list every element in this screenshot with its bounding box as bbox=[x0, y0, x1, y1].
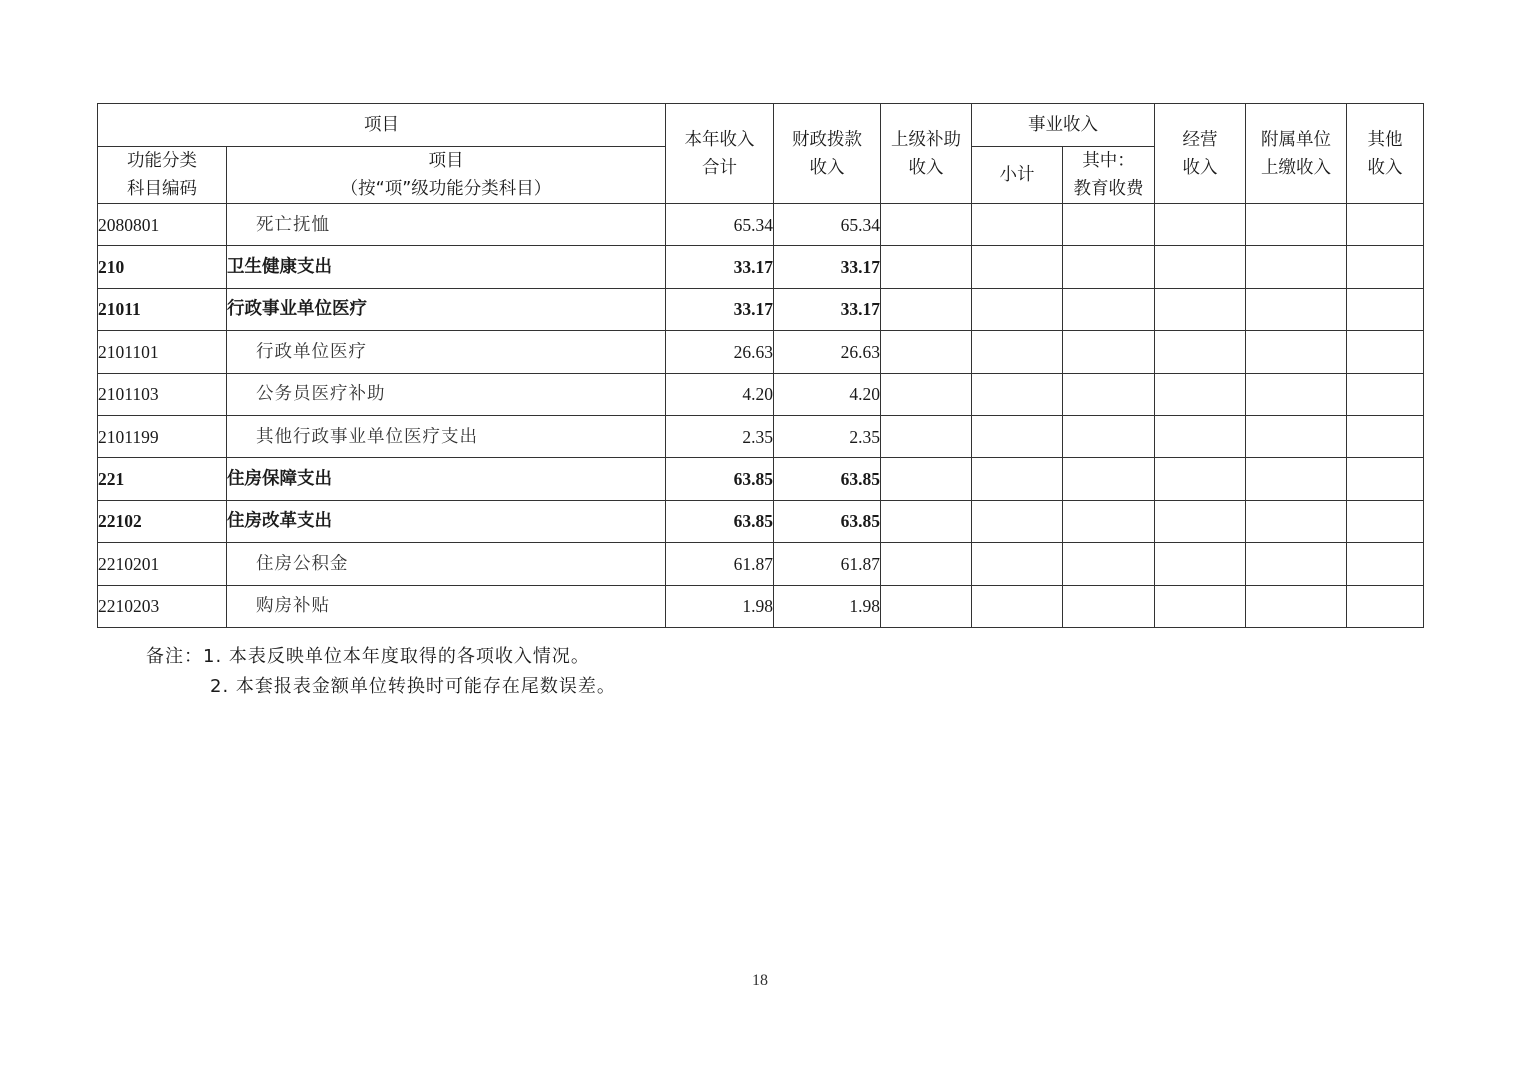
cell-item-name: 行政事业单位医疗 bbox=[227, 288, 666, 330]
cell-affiliated-income bbox=[1246, 246, 1347, 288]
header-code-line2: 科目编码 bbox=[127, 179, 197, 199]
cell-business-subtotal bbox=[972, 543, 1063, 585]
cell-total-income: 63.85 bbox=[666, 458, 774, 500]
cell-affiliated-income bbox=[1246, 585, 1347, 627]
cell-business-subtotal bbox=[972, 288, 1063, 330]
cell-education-fees bbox=[1063, 500, 1155, 542]
cell-education-fees bbox=[1063, 543, 1155, 585]
cell-total-income: 61.87 bbox=[666, 543, 774, 585]
header-code-line1: 功能分类 bbox=[127, 151, 197, 171]
header-subtotal: 小计 bbox=[972, 147, 1063, 204]
cell-higher-subsidy bbox=[881, 373, 972, 415]
cell-item-name: 住房公积金 bbox=[227, 543, 666, 585]
remark-line-1: 备注：1. 本表反映单位本年度取得的各项收入情况。 bbox=[146, 646, 590, 667]
cell-education-fees bbox=[1063, 415, 1155, 457]
cell-business-subtotal bbox=[972, 500, 1063, 542]
cell-code: 22102 bbox=[98, 500, 227, 542]
cell-operating-income bbox=[1155, 204, 1246, 246]
header-total-income-line2: 合计 bbox=[702, 157, 737, 178]
cell-total-income: 1.98 bbox=[666, 585, 774, 627]
table-row bbox=[98, 373, 1424, 415]
cell-total-income: 33.17 bbox=[666, 246, 774, 288]
cell-higher-subsidy bbox=[881, 331, 972, 373]
cell-business-subtotal bbox=[972, 585, 1063, 627]
cell-item-name: 购房补贴 bbox=[227, 585, 666, 627]
cell-affiliated-income bbox=[1246, 458, 1347, 500]
header-affiliated-income bbox=[1246, 104, 1347, 204]
cell-operating-income bbox=[1155, 585, 1246, 627]
cell-other-income bbox=[1347, 415, 1424, 457]
cell-code: 2101103 bbox=[98, 373, 227, 415]
cell-other-income bbox=[1347, 500, 1424, 542]
header-operating-income-line2: 收入 bbox=[1182, 157, 1218, 178]
cell-other-income bbox=[1347, 246, 1424, 288]
cell-total-income: 2.35 bbox=[666, 415, 774, 457]
cell-higher-subsidy bbox=[881, 204, 972, 246]
header-fiscal-allocation-line1: 财政拨款 bbox=[792, 129, 862, 150]
cell-affiliated-income bbox=[1246, 331, 1347, 373]
table-row bbox=[98, 288, 1424, 330]
cell-item-name: 卫生健康支出 bbox=[227, 246, 666, 288]
header-code bbox=[98, 147, 227, 204]
cell-education-fees bbox=[1063, 331, 1155, 373]
header-other-income bbox=[1347, 104, 1424, 204]
header-affiliated-income-line1: 附属单位 bbox=[1261, 129, 1331, 150]
cell-other-income bbox=[1347, 204, 1424, 246]
table-row bbox=[98, 204, 1424, 246]
cell-higher-subsidy bbox=[881, 585, 972, 627]
cell-operating-income bbox=[1155, 500, 1246, 542]
cell-affiliated-income bbox=[1246, 373, 1347, 415]
cell-fiscal-allocation: 63.85 bbox=[774, 500, 881, 542]
cell-item-name: 其他行政事业单位医疗支出 bbox=[227, 415, 666, 457]
header-higher-subsidy-line1: 上级补助 bbox=[891, 129, 961, 150]
cell-affiliated-income bbox=[1246, 288, 1347, 330]
cell-other-income bbox=[1347, 373, 1424, 415]
header-other-income-line1: 其他 bbox=[1367, 129, 1403, 150]
header-item bbox=[227, 147, 666, 204]
cell-item-name: 住房保障支出 bbox=[227, 458, 666, 500]
cell-higher-subsidy bbox=[881, 500, 972, 542]
cell-total-income: 26.63 bbox=[666, 331, 774, 373]
cell-fiscal-allocation: 26.63 bbox=[774, 331, 881, 373]
table-row bbox=[98, 331, 1424, 373]
table-body bbox=[98, 204, 1424, 628]
header-business-income: 事业收入 bbox=[972, 104, 1155, 147]
header-total-income-line1: 本年收入 bbox=[684, 129, 755, 150]
header-higher-subsidy-line2: 收入 bbox=[908, 157, 944, 178]
cell-total-income: 65.34 bbox=[666, 204, 774, 246]
cell-operating-income bbox=[1155, 288, 1246, 330]
cell-code: 2101199 bbox=[98, 415, 227, 457]
cell-code: 221 bbox=[98, 458, 227, 500]
header-affiliated-income-line2: 上缴收入 bbox=[1261, 157, 1331, 178]
table-row bbox=[98, 543, 1424, 585]
table-row bbox=[98, 458, 1424, 500]
cell-business-subtotal bbox=[972, 246, 1063, 288]
cell-education-fees bbox=[1063, 585, 1155, 627]
header-total-income bbox=[666, 104, 774, 204]
table-row bbox=[98, 246, 1424, 288]
cell-business-subtotal bbox=[972, 458, 1063, 500]
income-table bbox=[97, 103, 1424, 628]
cell-total-income: 63.85 bbox=[666, 500, 774, 542]
cell-fiscal-allocation: 65.34 bbox=[774, 204, 881, 246]
cell-higher-subsidy bbox=[881, 458, 972, 500]
cell-fiscal-allocation: 2.35 bbox=[774, 415, 881, 457]
cell-affiliated-income bbox=[1246, 543, 1347, 585]
cell-code: 2210201 bbox=[98, 543, 227, 585]
cell-affiliated-income bbox=[1246, 500, 1347, 542]
cell-item-name: 死亡抚恤 bbox=[227, 204, 666, 246]
header-education-fees-line1: 其中： bbox=[1082, 151, 1135, 171]
header-fiscal-allocation-line2: 收入 bbox=[809, 157, 845, 178]
cell-higher-subsidy bbox=[881, 288, 972, 330]
header-item-line2: （按“项”级功能分类科目） bbox=[340, 179, 552, 199]
cell-item-name: 公务员医疗补助 bbox=[227, 373, 666, 415]
cell-operating-income bbox=[1155, 458, 1246, 500]
cell-business-subtotal bbox=[972, 373, 1063, 415]
table-row bbox=[98, 585, 1424, 627]
cell-other-income bbox=[1347, 331, 1424, 373]
header-other-income-line2: 收入 bbox=[1367, 157, 1403, 178]
table-row bbox=[98, 415, 1424, 457]
header-education-fees-line2: 教育收费 bbox=[1073, 179, 1144, 199]
cell-code: 2080801 bbox=[98, 204, 227, 246]
cell-operating-income bbox=[1155, 246, 1246, 288]
cell-education-fees bbox=[1063, 373, 1155, 415]
page-number: 18 bbox=[752, 972, 768, 989]
cell-higher-subsidy bbox=[881, 543, 972, 585]
income-table-container bbox=[97, 103, 1423, 628]
cell-operating-income bbox=[1155, 373, 1246, 415]
remarks bbox=[146, 642, 616, 702]
cell-education-fees bbox=[1063, 204, 1155, 246]
cell-fiscal-allocation: 33.17 bbox=[774, 288, 881, 330]
header-higher-subsidy bbox=[881, 104, 972, 204]
header-item-line1: 项目 bbox=[428, 151, 464, 171]
header-fiscal-allocation bbox=[774, 104, 881, 204]
header-operating-income bbox=[1155, 104, 1246, 204]
cell-business-subtotal bbox=[972, 204, 1063, 246]
cell-fiscal-allocation: 61.87 bbox=[774, 543, 881, 585]
cell-affiliated-income bbox=[1246, 415, 1347, 457]
cell-total-income: 4.20 bbox=[666, 373, 774, 415]
cell-other-income bbox=[1347, 458, 1424, 500]
cell-operating-income bbox=[1155, 543, 1246, 585]
cell-operating-income bbox=[1155, 415, 1246, 457]
cell-code: 21011 bbox=[98, 288, 227, 330]
remark-line-2: 2. 本套报表金额单位转换时可能存在尾数误差。 bbox=[210, 676, 616, 697]
cell-education-fees bbox=[1063, 288, 1155, 330]
header-education-fees bbox=[1063, 147, 1155, 204]
cell-higher-subsidy bbox=[881, 415, 972, 457]
cell-affiliated-income bbox=[1246, 204, 1347, 246]
cell-education-fees bbox=[1063, 246, 1155, 288]
cell-other-income bbox=[1347, 585, 1424, 627]
table-row bbox=[98, 500, 1424, 542]
cell-code: 210 bbox=[98, 246, 227, 288]
cell-other-income bbox=[1347, 543, 1424, 585]
header-operating-income-line1: 经营 bbox=[1182, 129, 1218, 150]
cell-other-income bbox=[1347, 288, 1424, 330]
cell-operating-income bbox=[1155, 331, 1246, 373]
cell-business-subtotal bbox=[972, 415, 1063, 457]
cell-item-name: 行政单位医疗 bbox=[227, 331, 666, 373]
cell-fiscal-allocation: 4.20 bbox=[774, 373, 881, 415]
cell-fiscal-allocation: 63.85 bbox=[774, 458, 881, 500]
cell-fiscal-allocation: 33.17 bbox=[774, 246, 881, 288]
cell-code: 2101101 bbox=[98, 331, 227, 373]
header-project-group: 项目 bbox=[98, 104, 666, 147]
cell-item-name: 住房改革支出 bbox=[227, 500, 666, 542]
cell-total-income: 33.17 bbox=[666, 288, 774, 330]
cell-higher-subsidy bbox=[881, 246, 972, 288]
cell-code: 2210203 bbox=[98, 585, 227, 627]
cell-education-fees bbox=[1063, 458, 1155, 500]
cell-fiscal-allocation: 1.98 bbox=[774, 585, 881, 627]
cell-business-subtotal bbox=[972, 331, 1063, 373]
